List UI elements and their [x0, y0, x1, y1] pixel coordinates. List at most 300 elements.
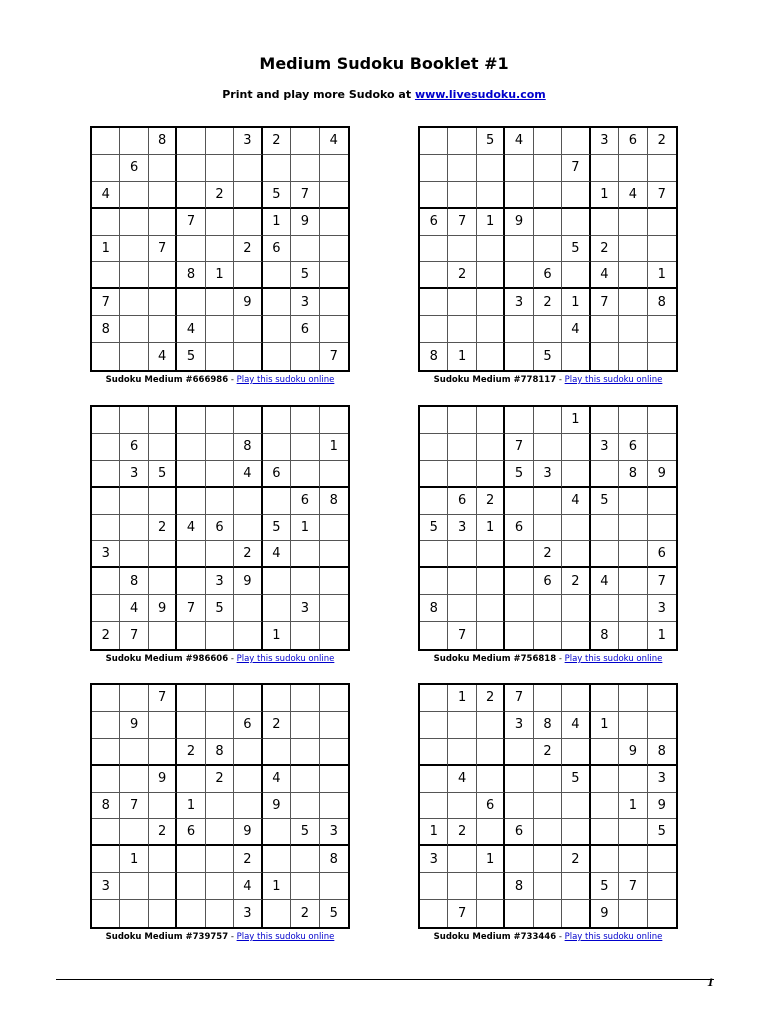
sudoku-cell — [648, 900, 676, 927]
sudoku-cell: 8 — [534, 712, 562, 739]
sudoku-cell — [120, 900, 148, 927]
sudoku-cell — [320, 685, 348, 712]
sudoku-cell: 6 — [448, 488, 476, 515]
sudoku-cell — [177, 182, 205, 209]
sudoku-cell — [92, 595, 120, 622]
livesudoku-link[interactable]: www.livesudoku.com — [414, 88, 546, 101]
sudoku-cell — [206, 289, 234, 316]
sudoku-cell: 2 — [477, 685, 505, 712]
sudoku-cell — [149, 712, 177, 739]
sudoku-cell — [505, 262, 533, 289]
sudoku-cell: 7 — [291, 182, 319, 209]
sudoku-cell: 1 — [648, 262, 676, 289]
sudoku-cell — [206, 488, 234, 515]
sudoku-cell — [448, 407, 476, 434]
sudoku-cell — [120, 289, 148, 316]
sudoku-cell — [320, 515, 348, 542]
sudoku-cell — [92, 461, 120, 488]
sudoku-cell: 2 — [234, 541, 262, 568]
sudoku-cell — [149, 316, 177, 343]
sudoku-cell — [448, 128, 476, 155]
sudoku-cell — [477, 541, 505, 568]
sudoku-cell: 2 — [448, 819, 476, 846]
sudoku-cell: 5 — [263, 182, 291, 209]
sudoku-cell — [619, 622, 647, 649]
sudoku-cell — [648, 434, 676, 461]
sudoku-cell — [234, 739, 262, 766]
sudoku-cell — [420, 739, 448, 766]
sudoku-cell: 4 — [234, 461, 262, 488]
sudoku-cell — [505, 316, 533, 343]
sudoku-cell: 7 — [177, 595, 205, 622]
sudoku-cell — [92, 900, 120, 927]
sudoku-cell — [234, 316, 262, 343]
sudoku-cell — [263, 155, 291, 182]
sudoku-cell — [92, 846, 120, 873]
sudoku-cell — [206, 434, 234, 461]
sudoku-cell — [648, 846, 676, 873]
sudoku-cell: 5 — [206, 595, 234, 622]
sudoku-cell: 6 — [120, 434, 148, 461]
puzzle-id-label: Sudoku Medium #778117 — [433, 375, 557, 385]
sudoku-cell — [234, 209, 262, 236]
sudoku-cell — [320, 766, 348, 793]
sudoku-cell — [477, 766, 505, 793]
sudoku-cell: 7 — [92, 289, 120, 316]
sudoku-cell: 1 — [562, 289, 590, 316]
sudoku-cell: 3 — [92, 541, 120, 568]
puzzle-id-label: Sudoku Medium #666986 — [105, 375, 229, 385]
sudoku-cell — [320, 407, 348, 434]
sudoku-cell: 8 — [92, 316, 120, 343]
sudoku-cell: 6 — [177, 819, 205, 846]
sudoku-cell: 7 — [120, 793, 148, 820]
sudoku-cell: 3 — [320, 819, 348, 846]
sudoku-cell — [591, 316, 619, 343]
sudoku-cell — [320, 712, 348, 739]
sudoku-cell — [177, 236, 205, 263]
play-online-link[interactable]: Play this sudoku online — [236, 654, 335, 664]
sudoku-cell: 3 — [591, 128, 619, 155]
sudoku-cell: 5 — [420, 515, 448, 542]
sudoku-cell — [591, 515, 619, 542]
sudoku-cell — [291, 712, 319, 739]
sudoku-cell — [619, 289, 647, 316]
sudoku-cell — [534, 128, 562, 155]
sudoku-cell — [206, 407, 234, 434]
sudoku-cell — [320, 316, 348, 343]
sudoku-cell: 2 — [92, 622, 120, 649]
sudoku-cell — [562, 541, 590, 568]
sudoku-cell: 3 — [420, 846, 448, 873]
sudoku-cell — [420, 434, 448, 461]
sudoku-cell: 4 — [619, 182, 647, 209]
play-online-link[interactable]: Play this sudoku online — [564, 654, 663, 664]
sudoku-cell — [420, 407, 448, 434]
sudoku-cell: 4 — [263, 541, 291, 568]
sudoku-cell — [149, 407, 177, 434]
sudoku-cell — [619, 262, 647, 289]
sudoku-cell — [619, 900, 647, 927]
sudoku-cell — [177, 407, 205, 434]
sudoku-cell — [320, 155, 348, 182]
sudoku-cell — [177, 622, 205, 649]
sudoku-cell — [291, 236, 319, 263]
sudoku-cell: 2 — [291, 900, 319, 927]
sudoku-cell: 8 — [320, 488, 348, 515]
sudoku-cell: 5 — [562, 236, 590, 263]
sudoku-cell — [648, 685, 676, 712]
sudoku-cell — [648, 343, 676, 370]
sudoku-cell — [263, 595, 291, 622]
sudoku-cell: 7 — [505, 434, 533, 461]
sudoku-cell — [120, 488, 148, 515]
sudoku-cell — [92, 128, 120, 155]
sudoku-cell — [420, 685, 448, 712]
sudoku-cell: 4 — [448, 766, 476, 793]
sudoku-cell — [505, 622, 533, 649]
sudoku-cell: 2 — [177, 739, 205, 766]
sudoku-cell — [206, 873, 234, 900]
sudoku-cell — [591, 155, 619, 182]
sudoku-cell — [291, 793, 319, 820]
page-number: 1 — [707, 978, 714, 989]
sudoku-cell — [477, 622, 505, 649]
sudoku-cell — [648, 515, 676, 542]
sudoku-cell — [648, 236, 676, 263]
sudoku-cell — [92, 568, 120, 595]
sudoku-cell — [206, 209, 234, 236]
play-online-link[interactable]: Play this sudoku online — [564, 375, 663, 385]
sudoku-cell — [477, 873, 505, 900]
sudoku-cell: 8 — [177, 262, 205, 289]
puzzle-caption — [90, 654, 350, 664]
sudoku-cell: 3 — [448, 515, 476, 542]
puzzle-caption — [90, 932, 350, 942]
sudoku-cell — [234, 595, 262, 622]
sudoku-cell — [177, 128, 205, 155]
sudoku-cell — [206, 343, 234, 370]
sudoku-cell — [291, 568, 319, 595]
sudoku-cell — [505, 793, 533, 820]
sudoku-cell: 2 — [149, 515, 177, 542]
sudoku-cell — [420, 316, 448, 343]
sudoku-cell: 7 — [591, 289, 619, 316]
puzzle-id-label: Sudoku Medium #756818 — [433, 654, 557, 664]
sudoku-cell — [591, 343, 619, 370]
sudoku-cell — [320, 595, 348, 622]
sudoku-cell — [92, 155, 120, 182]
sudoku-cell — [234, 622, 262, 649]
sudoku-cell: 7 — [448, 622, 476, 649]
sudoku-cell: 8 — [648, 289, 676, 316]
play-online-link[interactable]: Play this sudoku online — [564, 932, 663, 942]
sudoku-cell: 6 — [206, 515, 234, 542]
sudoku-grid — [418, 126, 678, 372]
sudoku-cell — [420, 541, 448, 568]
sudoku-cell — [206, 793, 234, 820]
sudoku-cell — [263, 488, 291, 515]
sudoku-cell — [92, 209, 120, 236]
sudoku-cell — [477, 568, 505, 595]
sudoku-cell: 5 — [562, 766, 590, 793]
sudoku-cell: 4 — [92, 182, 120, 209]
sudoku-cell — [206, 128, 234, 155]
sudoku-cell — [120, 316, 148, 343]
sudoku-cell: 8 — [320, 846, 348, 873]
sudoku-cell — [177, 846, 205, 873]
sudoku-cell — [619, 712, 647, 739]
sudoku-grid — [418, 405, 678, 651]
sudoku-cell: 7 — [177, 209, 205, 236]
sudoku-cell — [149, 568, 177, 595]
sudoku-cell: 5 — [505, 461, 533, 488]
sudoku-cell — [534, 182, 562, 209]
puzzle-caption — [90, 375, 350, 385]
sudoku-cell — [263, 343, 291, 370]
sudoku-cell: 6 — [291, 316, 319, 343]
sudoku-cell — [477, 595, 505, 622]
sudoku-cell: 3 — [505, 289, 533, 316]
sudoku-cell — [263, 407, 291, 434]
sudoku-cell — [648, 155, 676, 182]
sudoku-cell: 4 — [320, 128, 348, 155]
sudoku-cell — [206, 622, 234, 649]
sudoku-cell — [562, 873, 590, 900]
sudoku-cell: 9 — [120, 712, 148, 739]
sudoku-cell: 5 — [291, 819, 319, 846]
sudoku-cell — [320, 622, 348, 649]
sudoku-cell — [420, 128, 448, 155]
sudoku-cell: 6 — [263, 236, 291, 263]
sudoku-cell — [291, 541, 319, 568]
sudoku-cell — [120, 685, 148, 712]
sudoku-cell: 9 — [648, 461, 676, 488]
sudoku-cell — [562, 182, 590, 209]
sudoku-cell: 8 — [234, 434, 262, 461]
play-online-link[interactable]: Play this sudoku online — [236, 375, 335, 385]
sudoku-cell: 4 — [177, 515, 205, 542]
sudoku-cell — [448, 873, 476, 900]
puzzle-caption — [418, 932, 678, 942]
sudoku-cell — [291, 155, 319, 182]
sudoku-cell: 7 — [448, 900, 476, 927]
sudoku-cell — [263, 685, 291, 712]
sudoku-cell: 1 — [320, 434, 348, 461]
sudoku-cell — [291, 434, 319, 461]
sudoku-cell — [120, 209, 148, 236]
sudoku-cell — [206, 819, 234, 846]
sudoku-puzzle — [90, 683, 350, 942]
sudoku-cell: 6 — [619, 434, 647, 461]
sudoku-cell — [234, 155, 262, 182]
sudoku-cell: 1 — [263, 209, 291, 236]
sudoku-cell — [291, 685, 319, 712]
sudoku-cell — [562, 461, 590, 488]
sudoku-cell — [619, 316, 647, 343]
sudoku-cell — [648, 488, 676, 515]
sudoku-cell — [591, 541, 619, 568]
sudoku-cell: 6 — [505, 819, 533, 846]
sudoku-cell — [320, 461, 348, 488]
sudoku-cell — [92, 488, 120, 515]
sudoku-cell — [320, 873, 348, 900]
sudoku-cell — [420, 461, 448, 488]
sudoku-cell: 2 — [206, 182, 234, 209]
sudoku-cell — [591, 685, 619, 712]
sudoku-cell — [619, 568, 647, 595]
sudoku-cell — [291, 846, 319, 873]
sudoku-cell — [505, 595, 533, 622]
sudoku-cell: 5 — [591, 488, 619, 515]
sudoku-cell — [263, 434, 291, 461]
sudoku-cell — [534, 434, 562, 461]
sudoku-cell — [619, 541, 647, 568]
sudoku-cell: 2 — [562, 568, 590, 595]
sudoku-cell — [120, 739, 148, 766]
sudoku-cell — [477, 739, 505, 766]
sudoku-cell — [120, 819, 148, 846]
sudoku-cell — [120, 262, 148, 289]
sudoku-cell: 6 — [234, 712, 262, 739]
sudoku-cell: 9 — [591, 900, 619, 927]
sudoku-cell — [177, 900, 205, 927]
sudoku-cell — [477, 900, 505, 927]
sudoku-cell — [477, 343, 505, 370]
sudoku-grid — [90, 126, 350, 372]
sudoku-cell: 6 — [534, 568, 562, 595]
sudoku-grid — [90, 405, 350, 651]
sudoku-cell: 1 — [177, 793, 205, 820]
sudoku-cell — [562, 685, 590, 712]
sudoku-grid — [418, 683, 678, 929]
puzzle-id-label: Sudoku Medium #739757 — [105, 932, 229, 942]
sudoku-cell: 1 — [562, 407, 590, 434]
sudoku-cell — [120, 182, 148, 209]
sudoku-cell: 2 — [263, 712, 291, 739]
sudoku-cell — [234, 407, 262, 434]
sudoku-cell — [177, 461, 205, 488]
sudoku-cell: 7 — [619, 873, 647, 900]
sudoku-cell — [591, 595, 619, 622]
sudoku-cell — [120, 407, 148, 434]
sudoku-cell — [477, 155, 505, 182]
sudoku-cell — [648, 316, 676, 343]
sudoku-cell — [448, 712, 476, 739]
sudoku-cell: 7 — [448, 209, 476, 236]
sudoku-cell: 2 — [534, 541, 562, 568]
sudoku-cell — [149, 739, 177, 766]
sudoku-cell — [420, 712, 448, 739]
sudoku-cell: 3 — [648, 766, 676, 793]
sudoku-cell — [562, 262, 590, 289]
sudoku-cell — [177, 289, 205, 316]
sudoku-cell — [149, 622, 177, 649]
sudoku-cell — [534, 622, 562, 649]
sudoku-cell — [177, 541, 205, 568]
caption-separator: - — [556, 654, 565, 664]
page-subtitle — [0, 88, 768, 101]
sudoku-cell — [234, 685, 262, 712]
sudoku-cell — [320, 209, 348, 236]
caption-separator: - — [556, 375, 565, 385]
sudoku-cell — [291, 461, 319, 488]
sudoku-cell — [120, 873, 148, 900]
sudoku-cell — [92, 712, 120, 739]
sudoku-cell — [320, 541, 348, 568]
sudoku-cell — [534, 595, 562, 622]
sudoku-puzzle — [418, 683, 678, 942]
play-online-link[interactable]: Play this sudoku online — [236, 932, 335, 942]
sudoku-cell: 2 — [477, 488, 505, 515]
sudoku-cell — [477, 289, 505, 316]
sudoku-puzzle — [90, 405, 350, 664]
sudoku-cell — [619, 819, 647, 846]
sudoku-cell — [263, 819, 291, 846]
sudoku-cell — [92, 407, 120, 434]
sudoku-cell — [206, 155, 234, 182]
sudoku-cell — [420, 793, 448, 820]
sudoku-cell: 9 — [234, 568, 262, 595]
sudoku-cell — [591, 766, 619, 793]
sudoku-cell — [505, 541, 533, 568]
sudoku-cell: 8 — [505, 873, 533, 900]
sudoku-cell — [534, 873, 562, 900]
sudoku-cell: 4 — [149, 343, 177, 370]
sudoku-cell — [177, 873, 205, 900]
sudoku-cell: 2 — [149, 819, 177, 846]
sudoku-cell: 1 — [120, 846, 148, 873]
sudoku-cell — [619, 209, 647, 236]
sudoku-cell: 3 — [291, 595, 319, 622]
sudoku-cell: 4 — [562, 488, 590, 515]
page-title: Medium Sudoku Booklet #1 — [259, 54, 509, 73]
puzzle-id-label: Sudoku Medium #733446 — [433, 932, 557, 942]
sudoku-cell — [448, 236, 476, 263]
sudoku-cell — [263, 316, 291, 343]
sudoku-cell: 9 — [234, 819, 262, 846]
sudoku-cell — [534, 407, 562, 434]
sudoku-cell: 4 — [505, 128, 533, 155]
sudoku-cell — [206, 685, 234, 712]
sudoku-cell — [320, 182, 348, 209]
sudoku-cell: 3 — [234, 128, 262, 155]
sudoku-cell — [320, 262, 348, 289]
sudoku-cell — [206, 541, 234, 568]
sudoku-cell — [149, 262, 177, 289]
sudoku-cell: 6 — [120, 155, 148, 182]
sudoku-cell: 3 — [234, 900, 262, 927]
sudoku-cell: 5 — [291, 262, 319, 289]
sudoku-cell: 6 — [477, 793, 505, 820]
sudoku-cell — [149, 873, 177, 900]
sudoku-cell: 8 — [591, 622, 619, 649]
sudoku-cell — [92, 434, 120, 461]
sudoku-cell — [92, 819, 120, 846]
sudoku-cell: 1 — [448, 343, 476, 370]
sudoku-cell — [177, 766, 205, 793]
sudoku-cell — [234, 766, 262, 793]
sudoku-cell — [562, 128, 590, 155]
sudoku-cell — [562, 434, 590, 461]
caption-separator: - — [228, 654, 237, 664]
sudoku-cell — [120, 541, 148, 568]
sudoku-cell: 4 — [591, 568, 619, 595]
sudoku-cell — [477, 262, 505, 289]
sudoku-cell: 6 — [263, 461, 291, 488]
sudoku-cell: 2 — [591, 236, 619, 263]
sudoku-cell: 8 — [92, 793, 120, 820]
